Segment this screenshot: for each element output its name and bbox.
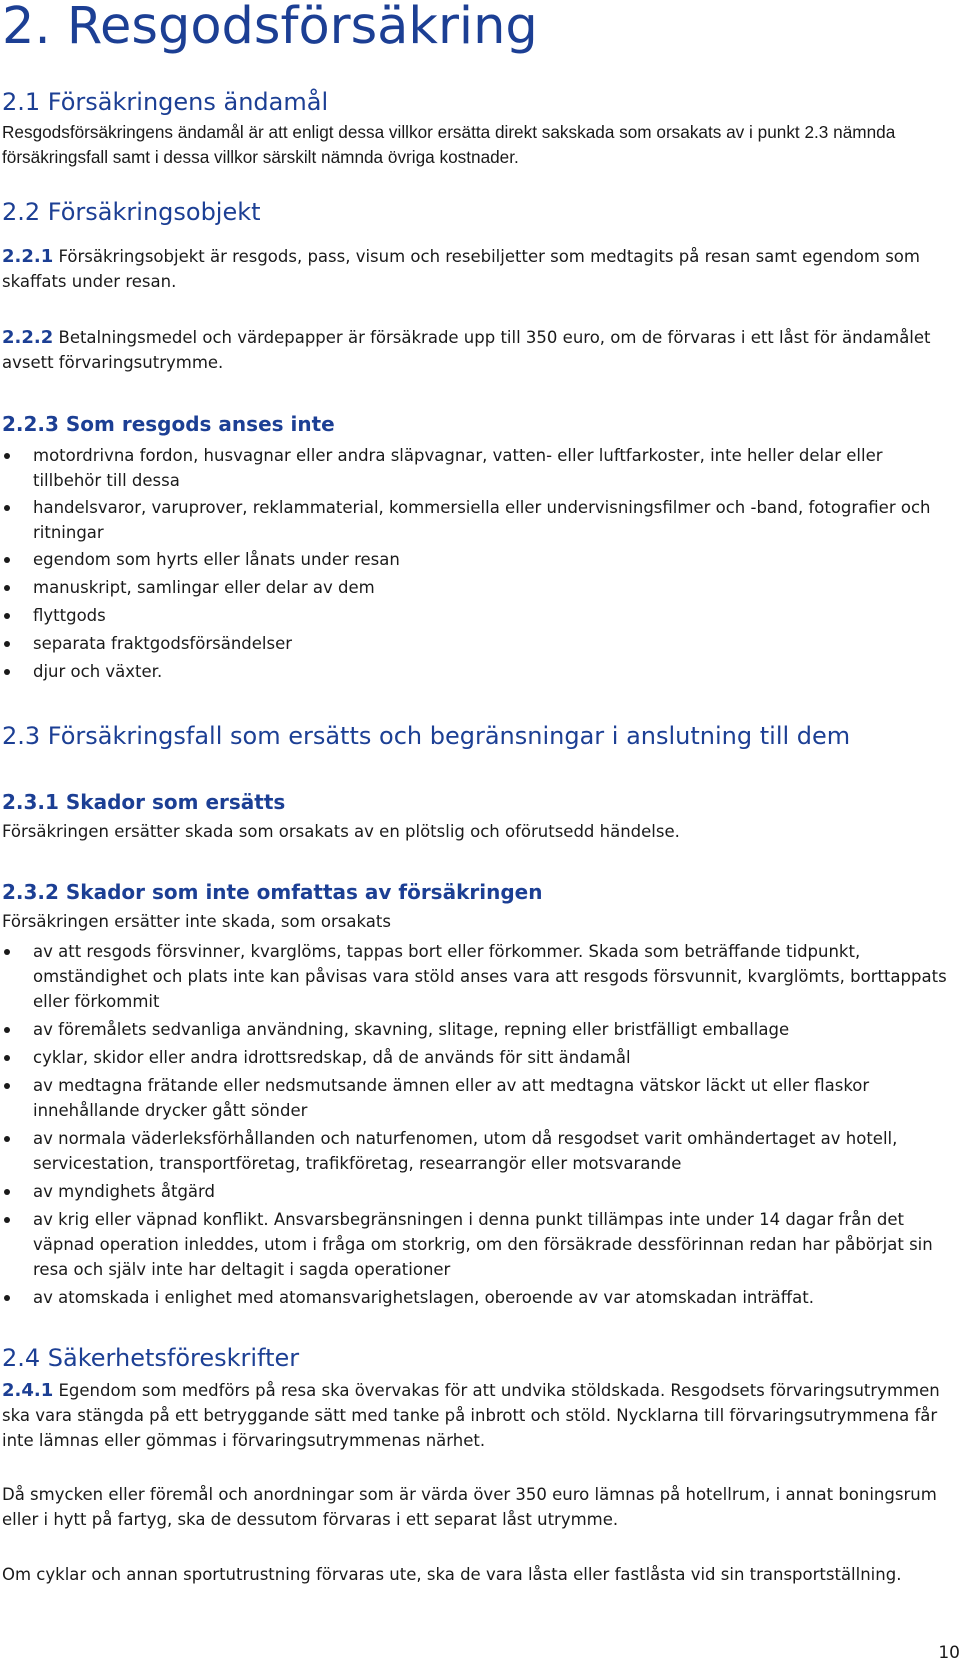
excluded-items-list (2, 443, 952, 684)
subsection-2-3-1-text: Försäkringen ersätter skada som orsakats av en plötslig och oförutsedd händelse. (2, 822, 680, 841)
list-item: av normala väderleksförhållanden och naturfenomen, utom då resgodset varit omhändertaget av hotell, servicestation, transportföretag, trafikföretag, researrangör eller motsvarande (2, 1126, 952, 1176)
list-item: handelsvaror, varuprover, reklammaterial, kommersiella eller undervisningsfilmer och -band, fotografier och ritningar (2, 495, 952, 545)
list-item: av atomskada i enlighet med atomansvarighetslagen, oberoende av var atomskadan inträffat. (2, 1285, 952, 1310)
paragraph-2-4-1 (2, 1378, 952, 1453)
paragraph-number: 2.2.1 (2, 246, 54, 267)
list-item: manuskript, samlingar eller delar av dem (2, 575, 952, 600)
list-item: djur och växter. (2, 659, 952, 684)
list-item: av myndighets åtgärd (2, 1179, 952, 1204)
list-item: av att resgods försvinner, kvarglöms, tappas bort eller förkommer. Skada som beträffande tidpunkt, omständighet och plats inte kan påvisas vara stöld anses vara att resgods försvunnit, kvarglömts, borttappats eller förkommit (2, 939, 952, 1014)
section-2-1-heading: 2.1 Försäkringens ändamål (2, 88, 329, 116)
page-title: 2. Resgodsförsäkring (2, 0, 538, 56)
paragraph-2-2-2 (2, 325, 952, 375)
paragraph-2-4-2: Då smycken eller föremål och anordningar som är värda över 350 euro lämnas på hotellrum, i annat boningsrum eller i hytt på fartyg, ska de dessutom förvaras i ett separat låst utrymme. (2, 1485, 937, 1529)
not-covered-list (2, 939, 952, 1310)
section-2-1-text: Resgodsförsäkringens ändamål är att enligt dessa villkor ersätta direkt sakskada som orsakats av i punkt 2.3 nämnda försäkringsfall samt i dessa villkor särskilt nämnda övriga kostnader. (2, 122, 896, 167)
section-2-4-heading: 2.4 Säkerhetsföreskrifter (2, 1344, 300, 1372)
paragraph-text: Betalningsmedel och värdepapper är försäkrade upp till 350 euro, om de förvaras i ett låst för ändamålet avsett förvaringsutrymme. (2, 328, 931, 372)
list-item: av krig eller väpnad konflikt. Ansvarsbegränsningen i denna punkt tillämpas inte under 14 dagar från det väpnad operation inleddes, utom i fråga om storkrig, om den försäkrade dessförinnan redan har påbörjat sin resa och själv inte har deltagit i sagda operationer (2, 1207, 952, 1282)
paragraph-text: Egendom som medförs på resa ska övervakas för att undvika stöldskada. Resgodsets förvaringsutrymmen ska vara stängda på ett betryggande sätt med tanke på inbrott och stöld. Nycklarna till förvaringsutrymmena får inte lämnas eller gömmas i förvaringsutrymmenas närhet. (2, 1381, 940, 1450)
subsection-2-3-1-heading: 2.3.1 Skador som ersätts (2, 790, 286, 814)
paragraph-number: 2.2.2 (2, 327, 54, 348)
list-item: separata fraktgodsförsändelser (2, 631, 952, 656)
page-number: 10 (938, 1643, 960, 1663)
list-item: flyttgods (2, 603, 952, 628)
list-item: cyklar, skidor eller andra idrottsredskap, då de används för sitt ändamål (2, 1045, 952, 1070)
list-item: motordrivna fordon, husvagnar eller andra släpvagnar, vatten- eller luftfarkoster, inte heller delar eller tillbehör till dessa (2, 443, 952, 493)
list-item: egendom som hyrts eller lånats under resan (2, 547, 952, 572)
subsection-2-2-3-heading: 2.2.3 Som resgods anses inte (2, 412, 335, 436)
section-2-3-heading: 2.3 Försäkringsfall som ersätts och begränsningar i anslutning till dem (2, 722, 851, 750)
list-item: av föremålets sedvanliga användning, skavning, slitage, repning eller bristfälligt emballage (2, 1017, 952, 1042)
subsection-2-3-2-intro: Försäkringen ersätter inte skada, som orsakats (2, 912, 391, 931)
subsection-2-3-2-heading: 2.3.2 Skador som inte omfattas av försäkringen (2, 880, 543, 904)
paragraph-text: Försäkringsobjekt är resgods, pass, visum och resebiljetter som medtagits på resan samt egendom som skaffats under resan. (2, 247, 920, 291)
paragraph-2-4-3: Om cyklar och annan sportutrustning förvaras ute, ska de vara låsta eller fastlåsta vid sin transportställning. (2, 1565, 902, 1584)
paragraph-2-2-1 (2, 244, 952, 294)
list-item: av medtagna frätande eller nedsmutsande ämnen eller av att medtagna vätskor läckt ut eller flaskor innehållande drycker gått sönder (2, 1073, 952, 1123)
paragraph-number: 2.4.1 (2, 1380, 54, 1401)
section-2-2-heading: 2.2 Försäkringsobjekt (2, 198, 261, 226)
